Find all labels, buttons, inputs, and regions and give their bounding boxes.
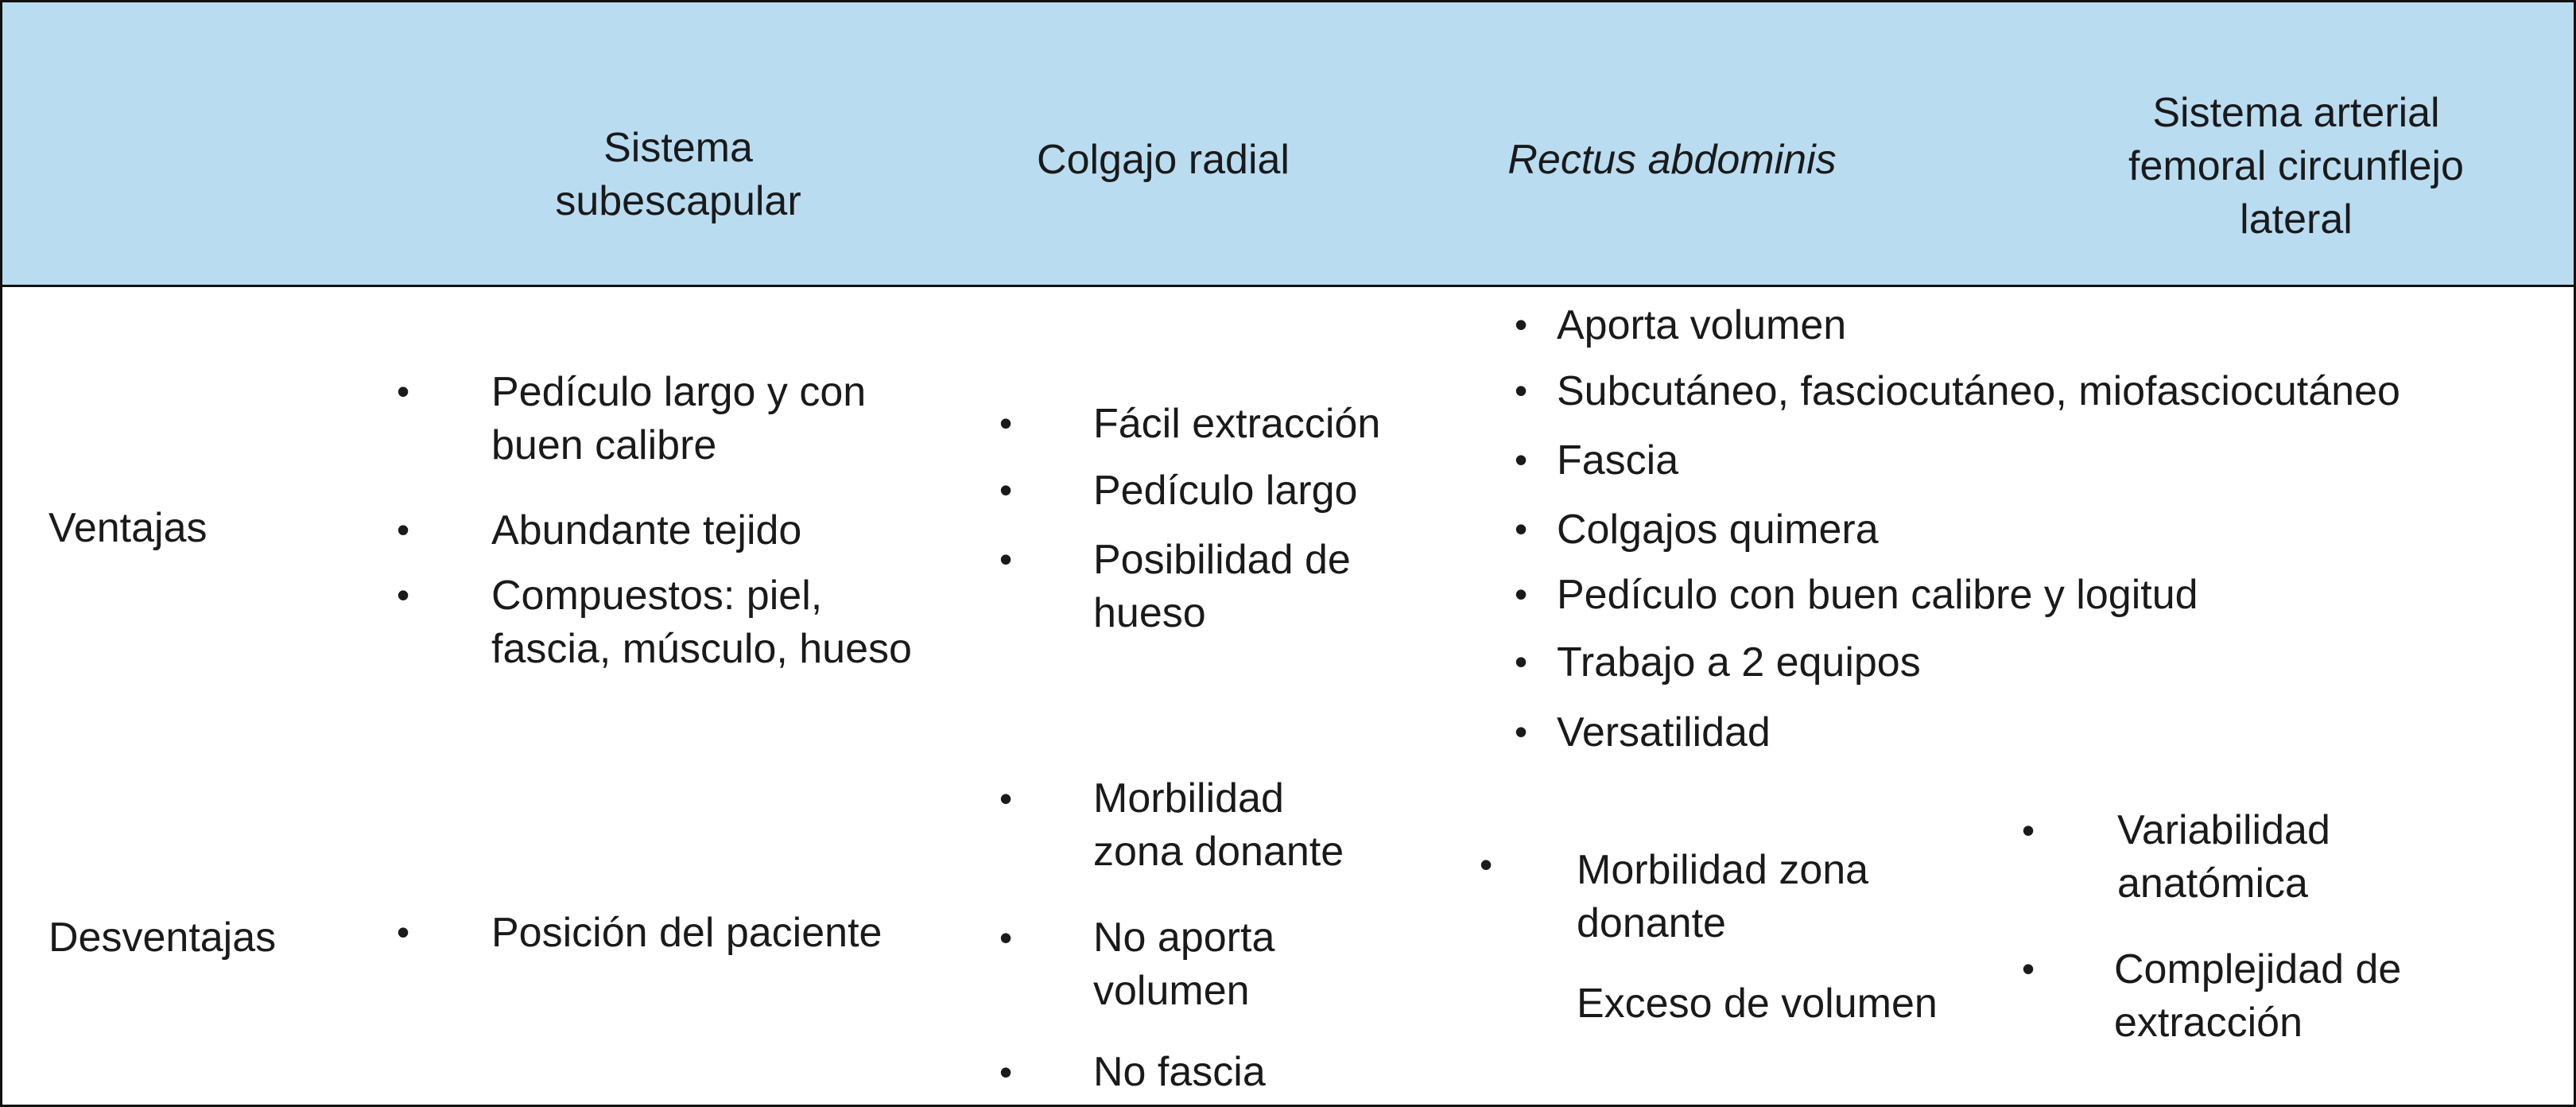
bullet: • (1480, 844, 1493, 885)
bullet: • (397, 371, 410, 412)
list-item: No aporta (1093, 915, 1275, 961)
header-femoral-line-1: Sistema arterial (2152, 90, 2440, 136)
bullet: • (999, 1051, 1013, 1093)
list-item: extracción (2114, 1000, 2302, 1046)
list-item: Abundante tejido (491, 507, 802, 554)
table-header (2, 2, 2574, 287)
header-femoral-line-3: lateral (2240, 196, 2353, 243)
list-item: Pedículo largo (1093, 468, 1358, 514)
bullet: • (1515, 641, 1528, 682)
list-item: hueso (1093, 590, 1206, 636)
list-item: buen calibre (491, 422, 717, 468)
list-item: Fascia (1557, 437, 1679, 484)
list-item: Aporta volumen (1557, 302, 1847, 348)
bullet: • (1515, 304, 1528, 345)
bullet: • (2022, 810, 2035, 851)
list-item: Compuestos: piel, (491, 573, 823, 619)
header-rectus: Rectus abdominis (1507, 137, 1837, 183)
bullet: • (1515, 439, 1528, 480)
bullet: • (2022, 948, 2035, 989)
bullet: • (1515, 370, 1528, 411)
list-item: Trabajo a 2 equipos (1557, 639, 1921, 686)
list-item: Morbilidad zona (1577, 847, 1869, 893)
list-item: zona donante (1093, 829, 1344, 875)
bullet: • (397, 911, 410, 953)
bullet: • (1515, 711, 1528, 752)
bullet: • (397, 509, 410, 550)
bullet: • (999, 538, 1013, 580)
list-item: Posición del paciente (491, 910, 883, 956)
list-item: Pedículo largo y con (491, 369, 867, 415)
list-item: volumen (1093, 968, 1250, 1014)
header-subescapular-line-2: subescapular (555, 178, 801, 224)
header-femoral-line-2: femoral circunflejo (2128, 143, 2464, 189)
list-item: Posibilidad de (1093, 537, 1351, 583)
list-item: Complejidad de (2114, 946, 2402, 992)
bullet: • (1515, 508, 1528, 550)
list-item: anatómica (2117, 860, 2308, 907)
row-label-desventajas: Desventajas (48, 915, 277, 961)
list-item: fascia, músculo, hueso (491, 626, 912, 672)
bullet: • (397, 574, 410, 616)
list-item: Versatilidad (1557, 709, 1771, 755)
header-radial: Colgajo radial (1037, 137, 1290, 183)
bullet: • (999, 469, 1013, 511)
list-item: Exceso de volumen (1577, 981, 1938, 1027)
list-item: Colgajos quimera (1557, 507, 1879, 553)
bullet: • (999, 917, 1013, 958)
row-label-ventajas: Ventajas (48, 505, 208, 551)
header-subescapular-line-1: Sistema (603, 125, 753, 171)
list-item: Subcutáneo, fasciocutáneo, miofasciocutáneo (1557, 368, 2400, 414)
bullet: • (999, 778, 1013, 819)
list-item: Pedículo con buen calibre y logitud (1557, 572, 2198, 618)
list-item: donante (1577, 900, 1726, 946)
list-item: Fácil extracción (1093, 401, 1381, 447)
bullet: • (999, 402, 1013, 444)
list-item: Morbilidad (1093, 775, 1284, 822)
list-item: Variabilidad (2117, 807, 2330, 853)
list-item: No fascia (1093, 1049, 1266, 1095)
bullet: • (1515, 573, 1528, 615)
